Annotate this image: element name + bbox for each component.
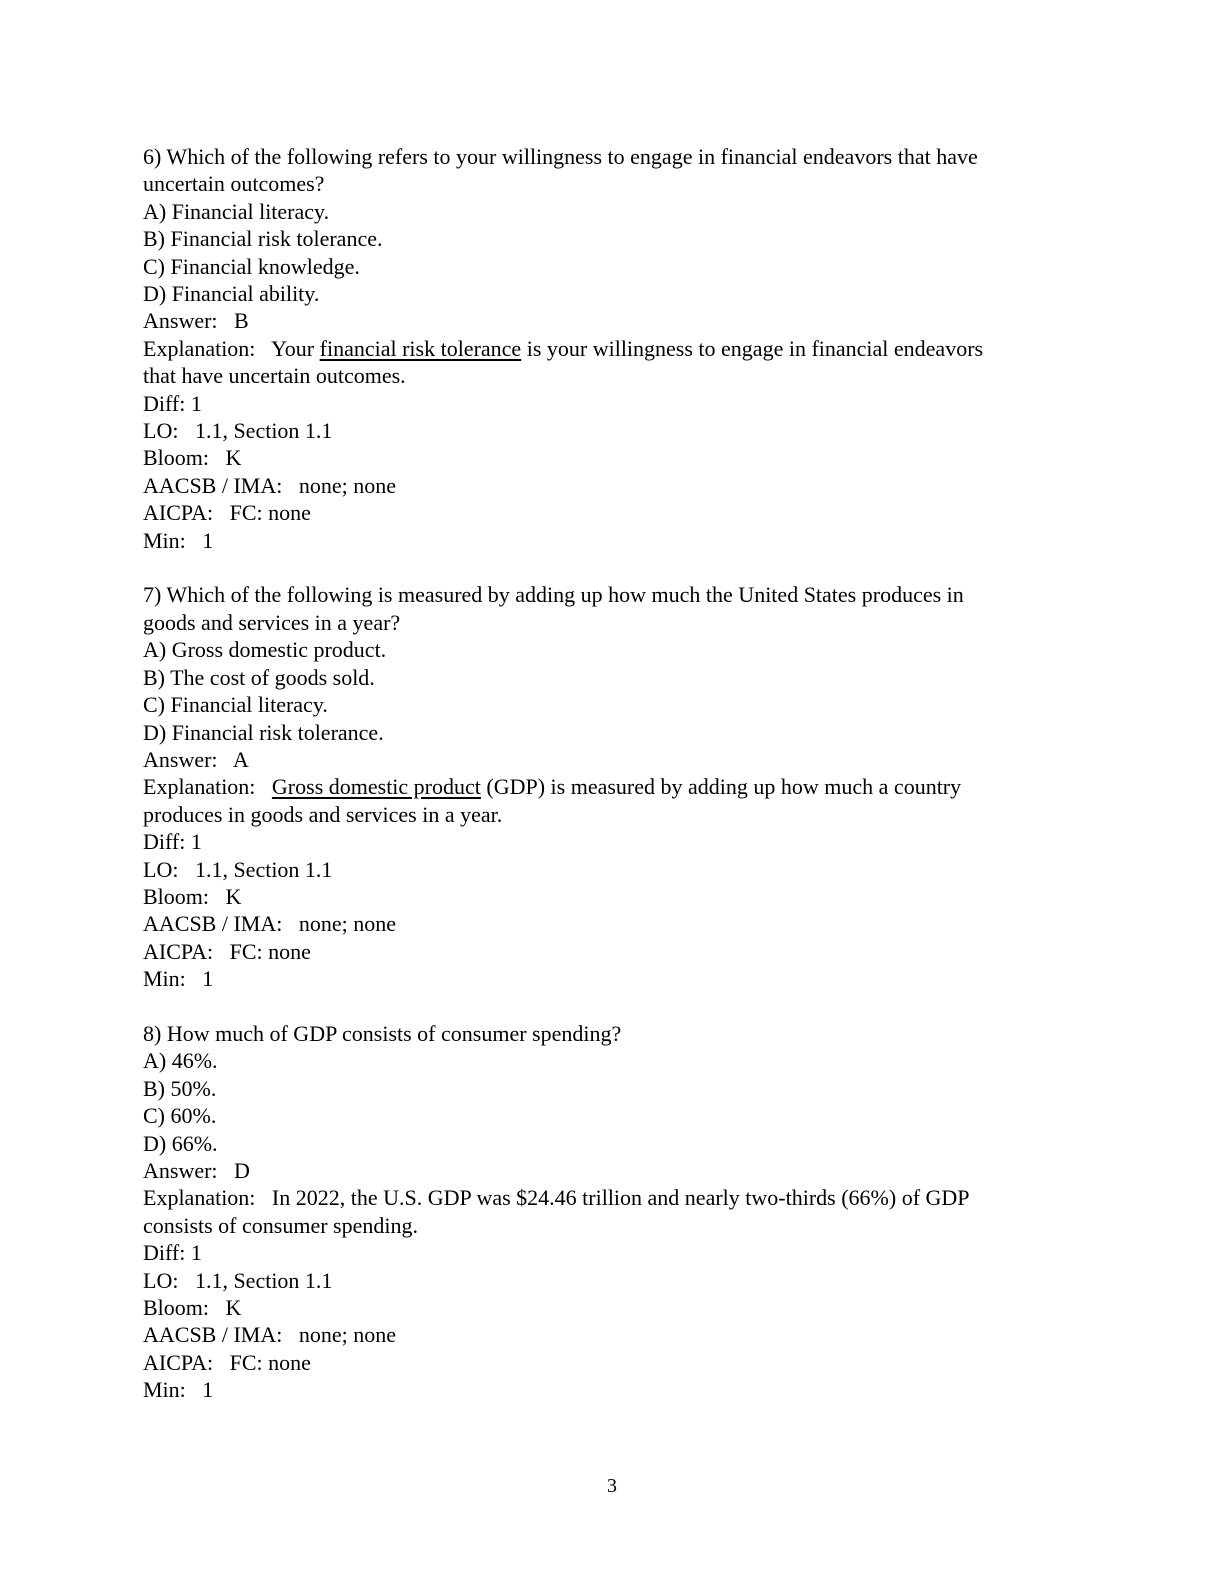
difficulty: Diff: 1 xyxy=(143,1240,202,1266)
learning-objective: LO: 1.1, Section 1.1 xyxy=(143,1267,333,1293)
minutes: Min: 1 xyxy=(143,527,214,553)
question-7 xyxy=(143,581,1083,992)
explanation-text: (GDP) is measured by adding up how much a country xyxy=(480,774,962,800)
option-a: A) Financial literacy. xyxy=(143,198,330,224)
explanation-continued: consists of consumer spending. xyxy=(143,1212,418,1238)
aicpa: AICPA: FC: none xyxy=(143,1349,311,1375)
answer: Answer: A xyxy=(143,746,249,772)
question-6 xyxy=(143,143,1083,554)
difficulty: Diff: 1 xyxy=(143,390,202,416)
explanation-continued: that have uncertain outcomes. xyxy=(143,363,406,389)
difficulty: Diff: 1 xyxy=(143,829,202,855)
question-8 xyxy=(143,1020,1083,1404)
bloom-level: Bloom: K xyxy=(143,883,242,909)
bloom-level: Bloom: K xyxy=(143,445,242,471)
bloom-level: Bloom: K xyxy=(143,1295,242,1321)
explanation-continued: produces in goods and services in a year. xyxy=(143,801,503,827)
aacsb-ima: AACSB / IMA: none; none xyxy=(143,472,396,498)
question-stem: 6) Which of the following refers to your willingness to engage in financial endeavors that have xyxy=(143,144,978,169)
learning-objective: LO: 1.1, Section 1.1 xyxy=(143,418,333,444)
explanation-key-term: financial risk tolerance xyxy=(319,335,522,361)
question-stem: 7) Which of the following is measured by adding up how much the United States produces in xyxy=(143,582,964,608)
option-b: B) The cost of goods sold. xyxy=(143,664,375,690)
learning-objective: LO: 1.1, Section 1.1 xyxy=(143,856,333,882)
explanation-prefix: Explanation: Your xyxy=(143,335,320,361)
aicpa: AICPA: FC: none xyxy=(143,938,311,964)
explanation: Explanation: In 2022, the U.S. GDP was $24.46 trillion and nearly two-thirds (66%) of GDP xyxy=(143,1185,970,1211)
question-stem-continued: goods and services in a year? xyxy=(143,609,401,635)
option-a: A) 46%. xyxy=(143,1048,218,1074)
option-c: C) Financial knowledge. xyxy=(143,253,360,279)
question-stem-continued: uncertain outcomes? xyxy=(143,171,325,197)
explanation xyxy=(143,773,1083,800)
question-stem: 8) How much of GDP consists of consumer spending? xyxy=(143,1020,622,1046)
option-c: C) Financial literacy. xyxy=(143,692,328,718)
page-number: 3 xyxy=(607,1475,617,1497)
option-b: B) 50%. xyxy=(143,1075,217,1101)
explanation-text: is your willingness to engage in financial endeavors xyxy=(521,335,984,361)
explanation xyxy=(143,335,1083,362)
option-a: A) Gross domestic product. xyxy=(143,637,387,663)
answer: Answer: B xyxy=(143,308,249,334)
answer: Answer: D xyxy=(143,1158,250,1183)
aacsb-ima: AACSB / IMA: none; none xyxy=(143,911,396,937)
option-d: D) Financial ability. xyxy=(143,281,320,307)
explanation-key-term: Gross domestic product xyxy=(271,774,481,800)
minutes: Min: 1 xyxy=(143,966,214,992)
option-d: D) Financial risk tolerance. xyxy=(143,719,384,745)
explanation-prefix: Explanation: xyxy=(143,774,272,800)
option-c: C) 60%. xyxy=(143,1103,217,1129)
option-d: D) 66%. xyxy=(143,1130,218,1156)
document-body xyxy=(143,143,1083,1431)
aacsb-ima: AACSB / IMA: none; none xyxy=(143,1322,396,1348)
minutes: Min: 1 xyxy=(143,1377,214,1403)
aicpa: AICPA: FC: none xyxy=(143,500,311,526)
option-b: B) Financial risk tolerance. xyxy=(143,226,383,252)
